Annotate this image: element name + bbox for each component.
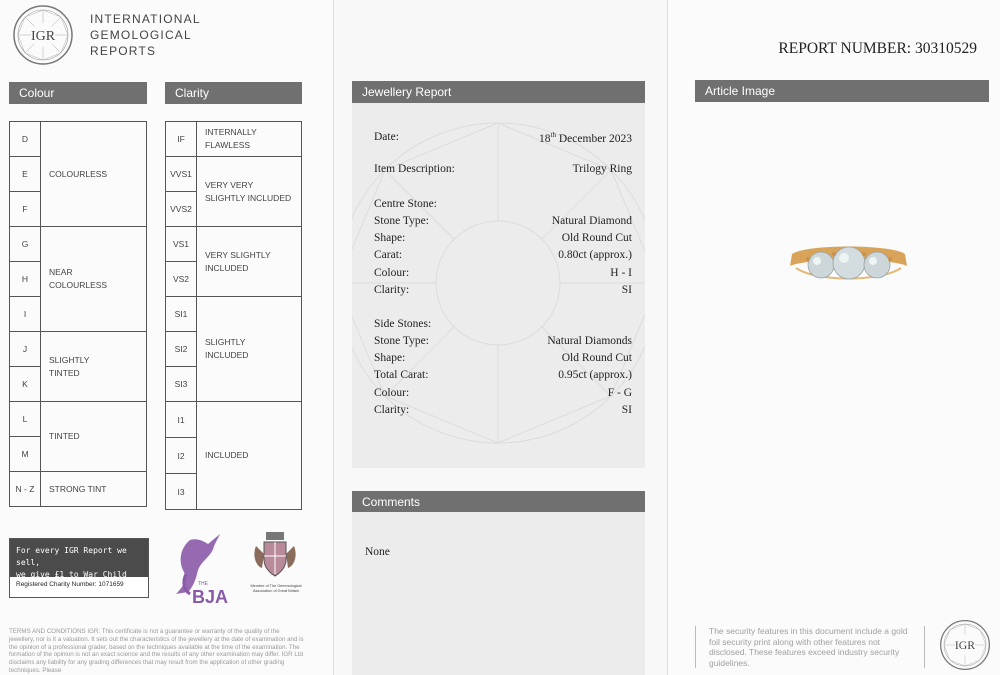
field-value: 0.80ct (approx.) (558, 249, 632, 262)
gem-a-crest-icon (250, 530, 300, 580)
grade-row (166, 122, 302, 157)
clarity-header: Clarity (165, 82, 302, 104)
grade-code: M (10, 437, 41, 472)
field-label: Shape: (374, 352, 406, 365)
grade-row (10, 332, 147, 367)
divider (924, 626, 925, 668)
charity-line: For every IGR Report we sell, (16, 546, 127, 567)
grade-row (166, 227, 302, 262)
fold-line (667, 0, 668, 675)
svg-text:IGR: IGR (954, 639, 976, 653)
grade-code: SI3 (166, 367, 197, 402)
field-value: 0.95ct (approx.) (558, 369, 632, 382)
grade-description: SLIGHTLY INCLUDED (197, 297, 302, 402)
grade-description: SLIGHTLY TINTED (41, 332, 147, 402)
field-value: Old Round Cut (561, 232, 632, 245)
grade-description: COLOURLESS (41, 122, 147, 227)
field-value: SI (621, 403, 632, 416)
report-number: REPORT NUMBER: 30310529 (778, 40, 977, 57)
brand-line: INTERNATIONAL (90, 12, 201, 26)
field-label: Stone Type: (374, 215, 429, 227)
grade-row (10, 227, 147, 262)
field-label: Carat: (374, 249, 403, 262)
grade-description: VERY VERY SLIGHTLY INCLUDED (197, 157, 302, 227)
grade-code: VVS1 (166, 157, 197, 192)
svg-text:IGR: IGR (30, 29, 56, 44)
grade-description: INTERNALLY FLAWLESS (197, 122, 302, 157)
svg-text:BJA: BJA (192, 587, 229, 606)
report-date: 18th December 2023 (539, 131, 632, 145)
grade-description: STRONG TINT (41, 472, 147, 507)
grade-code: I (10, 297, 41, 332)
field-label: Clarity: (374, 403, 410, 416)
field-value: H - I (610, 266, 632, 279)
fold-line (333, 0, 334, 675)
grade-code: VS2 (166, 262, 197, 297)
grade-description: NEAR COLOURLESS (41, 227, 147, 332)
jewellery-report-header: Jewellery Report (352, 81, 645, 103)
grade-description: INCLUDED (197, 402, 302, 510)
grade-row (166, 157, 302, 192)
grade-code: K (10, 367, 41, 402)
clarity-scale-table (165, 121, 302, 510)
comments-header: Comments (352, 491, 645, 513)
field-value: SI (621, 283, 632, 296)
charity-registration: Registered Charity Number: 1071659 (16, 581, 124, 588)
grade-row (10, 402, 147, 437)
grade-code: H (10, 262, 41, 297)
article-image-header: Article Image (695, 80, 989, 102)
grade-row (10, 472, 147, 507)
grade-code: SI2 (166, 332, 197, 367)
colour-header: Colour (9, 82, 147, 104)
grade-code: IF (166, 122, 197, 157)
field-value: Natural Diamonds (547, 335, 632, 347)
grade-code: SI1 (166, 297, 197, 332)
field-label: Date: (374, 131, 399, 143)
grade-description: TINTED (41, 402, 147, 472)
charity-box (9, 538, 149, 598)
grade-code: D (10, 122, 41, 157)
grade-code: VVS2 (166, 192, 197, 227)
field-value: Old Round Cut (561, 352, 632, 365)
field-label: Stone Type: (374, 335, 429, 347)
grade-code: L (10, 402, 41, 437)
brand-name (90, 11, 201, 59)
grade-description: VERY SLIGHTLY INCLUDED (197, 227, 302, 297)
colour-scale-table (9, 121, 147, 507)
field-value: Trilogy Ring (572, 163, 632, 175)
charity-line: we give £1 to War Child (16, 570, 127, 579)
grade-code: G (10, 227, 41, 262)
security-notice: The security features in this document include a gold foil security print along with other features not disclosed. These features exceed industry security guidelines. (709, 626, 908, 668)
field-label: Clarity: (374, 283, 410, 296)
igr-seal-icon (939, 619, 991, 671)
trilogy-ring-image (786, 232, 911, 294)
comments-body (352, 512, 645, 675)
gem-a-caption: Member of The Gemmological Association of Great Britain (250, 584, 302, 593)
brand-line: REPORTS (90, 44, 157, 58)
grade-code: VS1 (166, 227, 197, 262)
bja-logo-icon (168, 530, 236, 606)
grade-code: I3 (166, 474, 197, 510)
grade-row (10, 122, 147, 157)
grade-code: I1 (166, 402, 197, 438)
field-label: Colour: (374, 386, 410, 399)
field-label: Shape: (374, 232, 406, 245)
igr-logo-icon (12, 4, 74, 66)
field-label: Colour: (374, 266, 410, 279)
field-value: Natural Diamond (551, 215, 632, 227)
terms-and-conditions: TERMS AND CONDITIONS IGR: This certificate is not a guarantee or warranty of the quality of the jewellery, nor is it a valuation. It sets out the characteristics of the jewellery at the date of examination and is the opinion of a professional grader, based on the techniques available at the time of the examination. The formation of the opinion is not an exact science and the results of any other examination may differ. IGR Ltd disclaims any liability for any grading differences that may result from the application of other grading techniques. Please (9, 628, 304, 674)
field-label: Item Description: (374, 163, 455, 175)
grade-code: N - Z (10, 472, 41, 507)
svg-text:THE: THE (198, 581, 208, 587)
brand-line: GEMOLOGICAL (90, 28, 192, 42)
comments-text: None (365, 546, 390, 558)
grade-code: J (10, 332, 41, 367)
divider (695, 626, 696, 668)
report-document: IGR INTERNATIONAL GEMOLOGICAL REPORTS Colour D COLOURLESS E F G NEAR COLOURLESS H I J SLIGHTLY TINTED K L TINTED M N - Z STRONG TINT Clarity IF INTERNALLY FLAWLESS VVS1 VERY VERY SLIGHTLY INCLUDED VVS2 VS1 VERY SLIGHTLY INCLUDED VS2 SI1 SLIGHTLY INCLUDED SI2 SI3 I1 INCLUDED I2 I3 For every IGR Report we sell, we give £1 to War Child Registered Charity Number: 1071659 THE BJA Member of The Gemmological Association of Great Britain TERMS AND CONDITIONS IGR: This certificate is not a guarantee or warranty of the quality of the jewellery, nor is it a valuation. It sets out the characteristics of the jewellery at the date of examination and is the opinion of a professional grader, based on the techniques available at the time of the examination. The formation of the opinion is not an exact science and the results of any other examination may differ. IGR Ltd disclaims any liability for any grading differences that may result from the application of other grading techniques. Please Jewellery Report Date: 18th December 2023 Item Description: Trilogy Ring Centre Stone: Stone Type: Natural Diamond Shape: Old Round Cut Carat: 0.80ct (approx.) Colour: H - I Clarity: SI Side Stones: Stone Type: Natural Diamonds Shape: Old Round Cut Total Carat: 0.95ct (approx.) Colour: F - G Clarity: SI Comments None REPORT NUMBER: 30310529 Article Image The security features in this document include a gold foil security print along with other features not disclosed. These features exceed industry security guidelines. IGR (0, 0, 1000, 675)
field-label: Total Carat: (374, 369, 429, 382)
field-value: F - G (607, 386, 632, 399)
grade-row (166, 297, 302, 332)
grade-code: I2 (166, 438, 197, 474)
grade-row (166, 402, 302, 438)
grade-code: F (10, 192, 41, 227)
grade-code: E (10, 157, 41, 192)
